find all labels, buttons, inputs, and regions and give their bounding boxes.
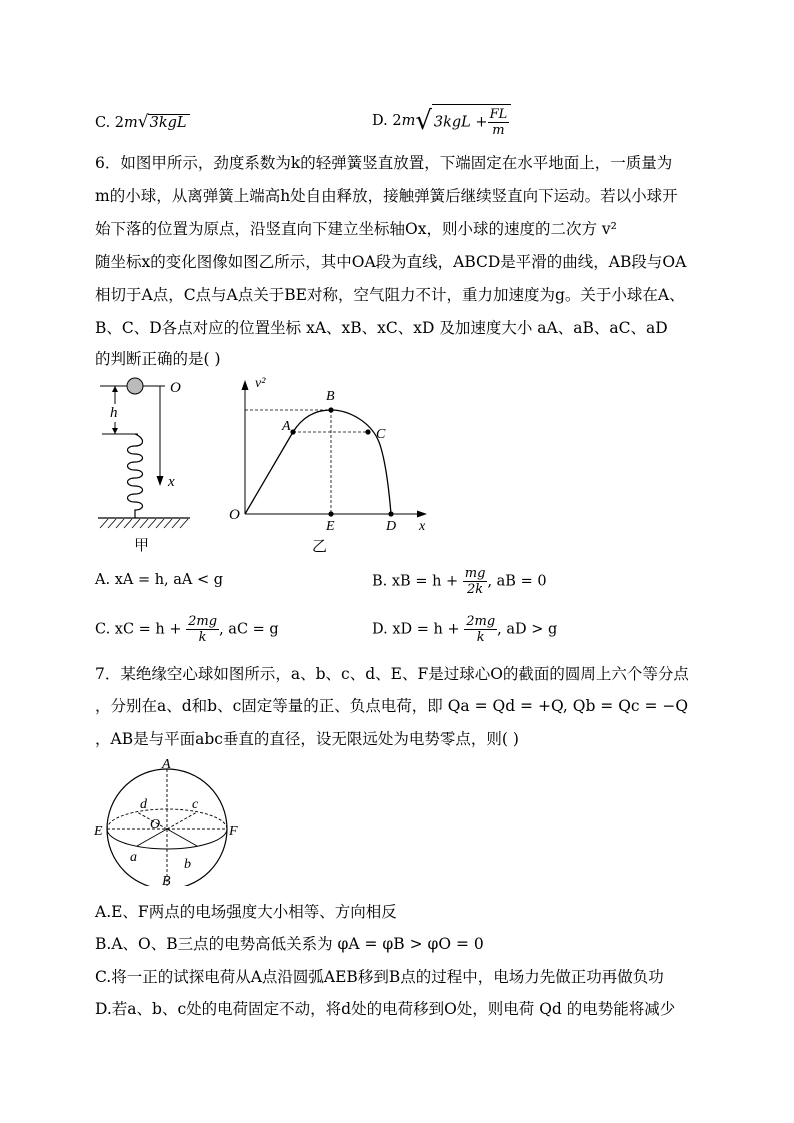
q7-line-3: ，AB是与平面abc垂直的直径，设无限远处为电势零点，则( ) xyxy=(95,730,519,748)
point-D xyxy=(388,511,393,516)
q6-line-2: m的小球，从离弹簧上端高h处自由释放，接触弹簧后继续竖直向下运动。若以小球开 xyxy=(95,187,678,205)
q7-line-2: ，分别在a、d和b、c固定等量的正、负点电荷，即 Qa = Qd = +Q, Qb = Qc = −Q xyxy=(95,697,689,715)
q6-option-a: A. xA = h, aA < g xyxy=(95,572,224,588)
label-O: O xyxy=(229,507,240,523)
figure-yi-graph xyxy=(225,370,440,555)
label-D: D xyxy=(386,519,397,534)
point-A xyxy=(290,429,295,434)
q7-option-c: C.将一正的试探电荷从A点沿圆弧AEB移到B点的过程中，电场力先做正功再做负功 xyxy=(95,968,664,986)
label-F: F xyxy=(229,824,238,839)
label-A: A xyxy=(162,757,171,772)
label-x: x xyxy=(168,474,175,490)
q7-option-a: A.E、F两点的电场强度大小相等、方向相反 xyxy=(95,903,397,921)
label-B: B xyxy=(326,389,335,404)
label-C: C xyxy=(376,427,386,442)
label-B: B xyxy=(162,874,171,886)
figure-sphere xyxy=(92,756,252,886)
spring xyxy=(128,434,143,518)
q5-option-c: C. 2m√3kgL xyxy=(95,112,190,132)
figure-jia-spring xyxy=(90,372,200,552)
label-E: E xyxy=(326,519,335,534)
point-C xyxy=(365,429,370,434)
label-d: d xyxy=(140,797,147,812)
q5-option-d: D. 2m√ 3kgL + $\frac{FL}{m}$ xyxy=(372,104,511,138)
label-A: A xyxy=(282,419,291,434)
label-b: b xyxy=(184,857,191,872)
point-E xyxy=(328,511,333,516)
q6-line-4: 随坐标x的变化图像如图乙所示，其中OA段为直线，ABCD是平滑的曲线，AB段与OA xyxy=(95,253,687,271)
label-O: O xyxy=(150,817,161,832)
q7-line-1: 7．某绝缘空心球如图所示，a、b、c、d、E、F是过球心O的截面的圆周上六个等分点 xyxy=(95,665,689,683)
q6-line-1: 6．如图甲所示，劲度系数为k的轻弹簧竖直放置，下端固定在水平地面上，一质量为 xyxy=(95,154,673,172)
label-x: x xyxy=(419,519,426,534)
label-v2: v² xyxy=(255,376,266,391)
q6-line-5: 相切于A点，C点与A点关于BE对称，空气阻力不计，重力加速度为g。关于小球在A、 xyxy=(95,286,685,304)
label-c: c xyxy=(192,797,199,812)
label-a: a xyxy=(130,850,137,865)
ball xyxy=(127,378,143,394)
label-h: h xyxy=(110,405,118,421)
caption-yi: 乙 xyxy=(312,539,328,555)
q6-option-c: C. xC = h + $\frac{2mg}{k}$ , aC = g xyxy=(95,614,279,645)
label-E: E xyxy=(94,824,103,839)
q6-line-7: 的判断正确的是( ) xyxy=(95,350,221,368)
q6-option-b: B. xB = h + $\frac{mg}{2k}$ , aB = 0 xyxy=(372,566,547,597)
q7-option-b: B.A、O、B三点的电势高低关系为 φA = φB > φO = 0 xyxy=(95,935,484,953)
point-B xyxy=(328,407,333,412)
v2-curve xyxy=(245,410,391,514)
q6-line-6: B、C、D各点对应的位置坐标 xA、xB、xC、xD 及加速度大小 aA、aB、aC、aD xyxy=(95,319,668,337)
label-O: O xyxy=(170,380,181,396)
q6-option-d: D. xD = h + $\frac{2mg}{k}$ , aD > g xyxy=(372,614,558,645)
q6-line-3: 始下落的位置为原点，沿竖直向下建立坐标轴Ox，则小球的速度的二次方 v² xyxy=(95,220,617,238)
q7-option-d: D.若a、b、c处的电荷固定不动，将d处的电荷移到O处，则电荷 Qd 的电势能将减少 xyxy=(95,1000,676,1018)
caption-jia: 甲 xyxy=(134,538,150,552)
